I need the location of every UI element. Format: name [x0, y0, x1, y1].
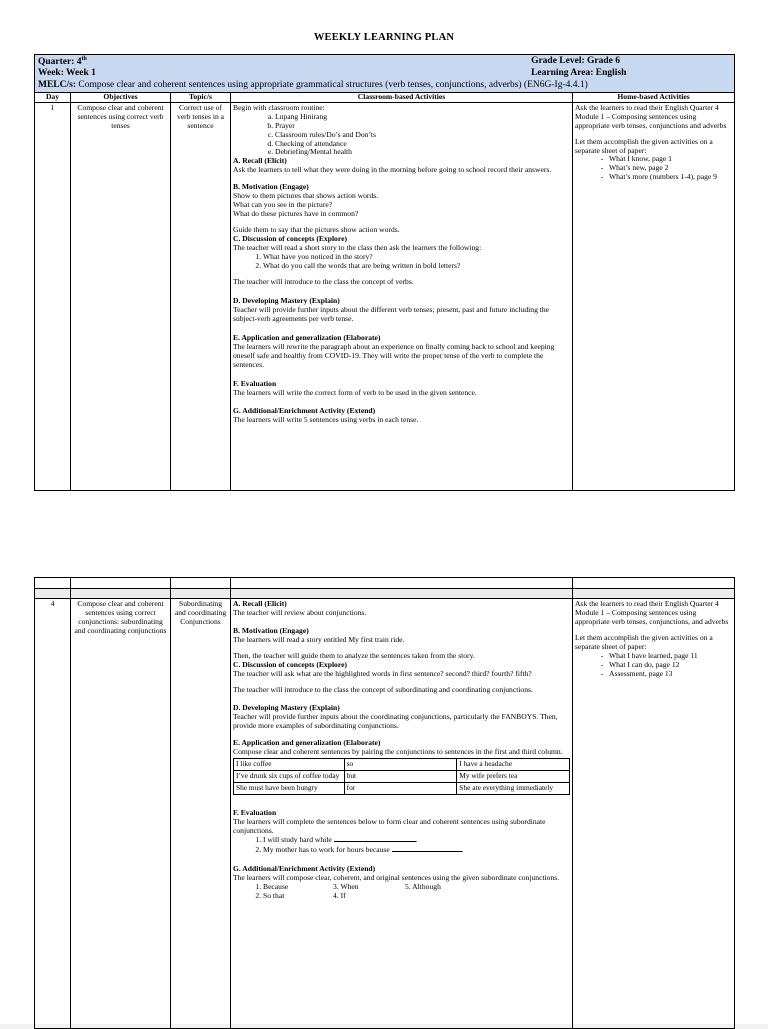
list-item: - Assessment, page 13 [609, 670, 732, 679]
table-row-day1 [35, 102, 735, 490]
list-item: a. Lupang Hinirang [275, 113, 570, 122]
list-item: 5. Although [405, 882, 441, 892]
routine-list [233, 113, 570, 158]
day-cell: 4 [35, 599, 71, 1029]
col-home: Home-based Activities [573, 92, 735, 102]
list-item: 4. If [333, 891, 346, 901]
col-topics: Topic/s [171, 92, 231, 102]
section-heading: F. Evaluation [233, 807, 277, 817]
list-item: 2. What do you call the words that are being written in bold letters? [263, 262, 570, 271]
objective-cell: Compose clear and coherent sentences using correct verb tenses [71, 102, 171, 490]
table-cell: My wife prefers tea [457, 771, 570, 783]
list-item: 1. What have you noticed in the story? [263, 253, 570, 262]
conjunction-table [233, 758, 570, 794]
table-cell: so [344, 759, 457, 771]
list-item: 1. Because [263, 883, 333, 892]
home-list [575, 652, 732, 679]
table-cell: I have a headache [457, 759, 570, 771]
classroom-activities: Begin with classroom routine: a. Lupang Hinirang b. Prayer c. Classroom rules/Do’s and Don’ts d. Checking of attendance e. Debriefing/Mental health A. Recall (Elicit) Ask the learners to tell what they were doing in the morning before going to school record their answers. B. Motivation (Engage) Show to them pictures that shows action words. What can you see in the picture? What do these pictures have in common? Guide them to say that the pictures show action words. C. Discussion of concepts (Explore) The teacher will read a short story to the class then ask the learners the following: 1. What have you noticed in the story? 2. What do you call the words that are being written in bold letters? The teacher will introduce to the class the concept of verbs. D. Developing Mastery (Explain) Teacher will provide further inputs about the different verb tenses; present, past and future including the subject-verb agreements per verb tense. E. Application and generalization (Elaborate) The learners will rewrite the paragraph about an experience on finally coming back to school and keeping oneself safe and healthy from COVID-19. They will write the proper tense of the verb to complete the sentences. F. Evaluation The learners will write the correct form of verb to be used in the given sentence. G. Additional/Enrichment Activity (Extend) The learners will write 5 sentences using verbs in each tense. [231, 102, 573, 490]
section-heading: E. Application and generalization (Elaborate) [233, 738, 381, 748]
list-item: 1. I will study hard while . [263, 835, 570, 845]
section-heading: F. Evaluation [233, 378, 277, 388]
topic-cell: Subordinating and coordinating Conjunctions [171, 599, 231, 1029]
table-cell: She must have been hungry [234, 782, 345, 794]
section-heading: B. Motivation (Engage) [233, 625, 309, 635]
list-item: b. Prayer [275, 122, 570, 131]
plan-table-day4 [34, 577, 735, 1029]
list-item: 2. So that [263, 892, 333, 901]
col-objectives: Objectives [71, 92, 171, 102]
table-cell: She ate everything immediately [457, 782, 570, 794]
melc: MELC/s: Compose clear and coherent sentences using appropriate grammatical structures (verb tenses, conjunctions, adverbs) (EN6G-Ig-4.4.1) [38, 79, 588, 90]
section-heading: G. Additional/Enrichment Activity (Extend) [233, 406, 376, 416]
table-row [234, 759, 570, 771]
evaluation-list [233, 835, 570, 855]
section-heading: A. Recall (Elicit) [233, 156, 287, 166]
learning-area: Learning Area: English [531, 68, 627, 79]
home-activities: Ask the learners to read their English Quarter 4 Module 1 – Composing sentences using appropriate verb tenses, conjunctions and adverbs Let them accomplish the given activities on a separate sheet of paper: - What I know, page 1 - What’s new, page 2 - What’s more (numbers 1-4), page 9 [573, 102, 735, 490]
section-heading: C. Discussion of concepts (Explore) [233, 234, 347, 244]
section-heading: E. Application and generalization (Elaborate) [233, 332, 381, 342]
topic-cell: Correct use of verb tenses in a sentence [171, 102, 231, 490]
section-heading: B. Motivation (Engage) [233, 182, 309, 192]
list-item: - What I can do, page 12 [609, 661, 732, 670]
blank-row [35, 578, 735, 589]
list-item: c. Classroom rules/Do’s and Don’ts [275, 131, 570, 140]
day-cell: 1 [35, 102, 71, 490]
answer-blank [334, 835, 416, 842]
list-item: 3. When [333, 882, 359, 892]
col-day: Day [35, 92, 71, 102]
table-row [234, 782, 570, 794]
document-title: WEEKLY LEARNING PLAN [313, 32, 455, 43]
plan-table-week1 [34, 54, 735, 491]
section-heading: D. Developing Mastery (Explain) [233, 295, 340, 305]
list-item: 2. My mother has to work for hours because . [263, 845, 570, 855]
section-heading: A. Recall (Elicit) [233, 599, 287, 608]
section-heading: G. Additional/Enrichment Activity (Extend) [233, 864, 376, 874]
list-item: - What I have learned, page 11 [609, 652, 732, 661]
grade-level: Grade Level: Grade 6 [531, 56, 620, 66]
home-list [575, 155, 732, 182]
plan-header [35, 55, 735, 93]
column-headers [35, 92, 735, 102]
list-item: d. Checking of attendance [275, 140, 570, 149]
week: Week: Week 1 [38, 68, 96, 79]
answer-blank [392, 845, 462, 852]
table-row-day4 [35, 599, 735, 1029]
quarter: Quarter: 4th [38, 56, 87, 68]
table-cell: but [344, 771, 457, 783]
list-item: e. Debriefing/Mental health [275, 148, 570, 157]
home-activities: Ask the learners to read their English Quarter 4 Module 1 – Composing sentences using appropriate verb tenses, conjunctions, and adverbs Let them accomplish the given activities on a separate sheet of paper: - What I have learned, page 11 - What I can do, page 12 - Assessment, page 13 [573, 599, 735, 1029]
section-heading: D. Developing Mastery (Explain) [233, 702, 340, 712]
list-item: - What’s more (numbers 1-4), page 9 [609, 173, 732, 182]
table-cell: for [344, 782, 457, 794]
table-cell: I’ve drunk six cups of coffee today [234, 771, 345, 783]
objective-cell: Compose clear and coherent sentences using correct conjunctions: subordinating and coordinating conjunctions [71, 599, 171, 1029]
list-item: - What’s new, page 2 [609, 164, 732, 173]
list-item: - What I know, page 1 [609, 155, 732, 164]
col-classroom: Classroom-based Activities [231, 92, 573, 102]
table-cell: I like coffee [234, 759, 345, 771]
table-row [234, 771, 570, 783]
blank-row [35, 589, 735, 599]
classroom-activities: A. Recall (Elicit) The teacher will review about conjunctions. B. Motivation (Engage) The learners will read a story entitled My first train ride. Then, the teacher will guide them to analyze the sentences taken from the story. C. Discussion of concepts (Explore) The teacher will ask what are the highlighted words in first sentence? second? third? fourth? fifth? The teacher will introduce to the class the concept of subordinating and coordinating conjunctions. D. Developing Mastery (Explain) Teacher will provide further inputs about the coordinating conjunctions, particularly the FANBOYS. Then, provide more examples of subordinating conjunctions. E. Application and generalization (Elaborate) Compose clear and coherent sentences by pairing the conjunctions to sentences in the first and third column. I like coffee so I have a headache I’ve drunk six cups of coffee today but My wife prefers tea She must have been hungry for She ate everything immediately F. Evaluation The learners will complete the sentences below to form clear and coherent sentences using subordinate conjunctions. 1. I will study hard while . 2. My mother has to work for hours because . G. Additional/Enrichment Activity (Extend) The learners will compose clear, coherent, and original sentences using the given subordinate conjunctions. 1. Because 2. So that 3. When 4. If 5. Although [231, 599, 573, 1029]
question-list [233, 253, 570, 271]
section-heading: C. Discussion of concepts (Explore) [233, 659, 347, 669]
conjunction-list [233, 883, 570, 901]
